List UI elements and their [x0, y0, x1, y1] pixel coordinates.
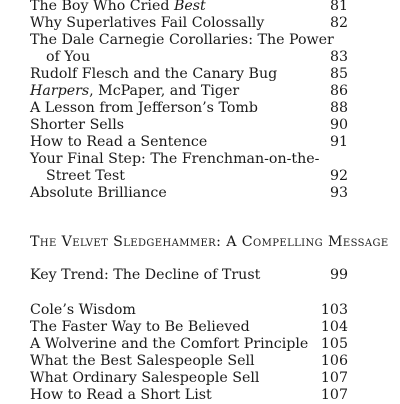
toc-page-number: 88 — [329, 100, 348, 116]
section-heading: The Velvet Sledgehammer: A Compelling Message — [30, 234, 389, 250]
toc-entry — [30, 387, 350, 404]
toc-entry — [30, 15, 350, 32]
toc-entry — [30, 100, 350, 117]
toc-page-number: 107 — [320, 387, 348, 403]
toc-page-number: 93 — [329, 185, 348, 201]
toc-entry-title: of You — [46, 49, 91, 65]
toc-page-number: 104 — [320, 319, 348, 335]
toc-entry-title: Key Trend: The Decline of Trust — [30, 267, 261, 283]
toc-list-bottom — [30, 302, 350, 404]
toc-page-number: 82 — [329, 15, 348, 31]
toc-page-number: 81 — [329, 0, 348, 14]
toc-entry-title: Shorter Sells — [30, 117, 125, 133]
toc-page-number: 92 — [329, 168, 348, 184]
toc-entry-title — [30, 0, 206, 15]
toc-entry-title: Cole’s Wisdom — [30, 302, 136, 318]
toc-entry — [30, 336, 350, 353]
toc-entry — [30, 168, 350, 185]
toc-entry-title: The Faster Way to Be Believed — [30, 319, 250, 335]
toc-page-number: 83 — [329, 49, 348, 65]
toc-entry — [30, 267, 350, 284]
toc-entry-title: Street Test — [46, 168, 125, 184]
toc-entry — [30, 302, 350, 319]
toc-entry — [30, 49, 350, 66]
toc-entry — [30, 185, 350, 202]
toc-list-top — [30, 0, 350, 202]
toc-entry-title: How to Read a Sentence — [30, 134, 208, 150]
toc-entry — [30, 66, 350, 83]
toc-entry — [30, 32, 350, 49]
toc-entry-title — [30, 83, 239, 100]
toc-entry — [30, 0, 350, 15]
toc-entry — [30, 117, 350, 134]
toc-page-number: 86 — [329, 83, 348, 99]
toc-page-number: 91 — [329, 134, 348, 150]
key-trend-entry — [30, 267, 350, 284]
toc-entry — [30, 134, 350, 151]
toc-entry-title: How to Read a Short List — [30, 387, 212, 403]
title-text: , McPaper, and Tiger — [89, 83, 240, 99]
toc-entry-title: Why Superlatives Fail Colossally — [30, 15, 265, 31]
toc-entry-title: A Wolverine and the Comfort Principle — [30, 336, 309, 352]
toc-entry — [30, 353, 350, 370]
title-text: The Boy Who Cried — [30, 0, 174, 14]
toc-page-number: 106 — [320, 353, 348, 369]
toc-entry-title: Your Final Step: The Frenchman-on-the- — [30, 151, 320, 167]
title-italic: Harpers — [30, 83, 90, 99]
toc-entry-title: A Lesson from Jefferson’s Tomb — [30, 100, 258, 116]
toc-page-number: 103 — [320, 302, 348, 318]
toc-entry — [30, 151, 350, 168]
toc-entry — [30, 83, 350, 100]
toc-entry-title: Rudolf Flesch and the Canary Bug — [30, 66, 278, 82]
toc-entry-title: What the Best Salespeople Sell — [30, 353, 255, 369]
toc-entry-title: What Ordinary Salespeople Sell — [30, 370, 260, 386]
title-italic: Best — [173, 0, 206, 14]
toc-page-number: 99 — [329, 267, 348, 283]
toc-page-number: 105 — [320, 336, 348, 352]
toc-entry-title: Absolute Brilliance — [30, 185, 167, 201]
toc-page-number: 90 — [329, 117, 348, 133]
toc-page-number: 107 — [320, 370, 348, 386]
toc-page-number: 85 — [329, 66, 348, 82]
toc-entry-title: The Dale Carnegie Corollaries: The Power — [30, 32, 334, 48]
toc-entry — [30, 370, 350, 387]
toc-entry — [30, 319, 350, 336]
